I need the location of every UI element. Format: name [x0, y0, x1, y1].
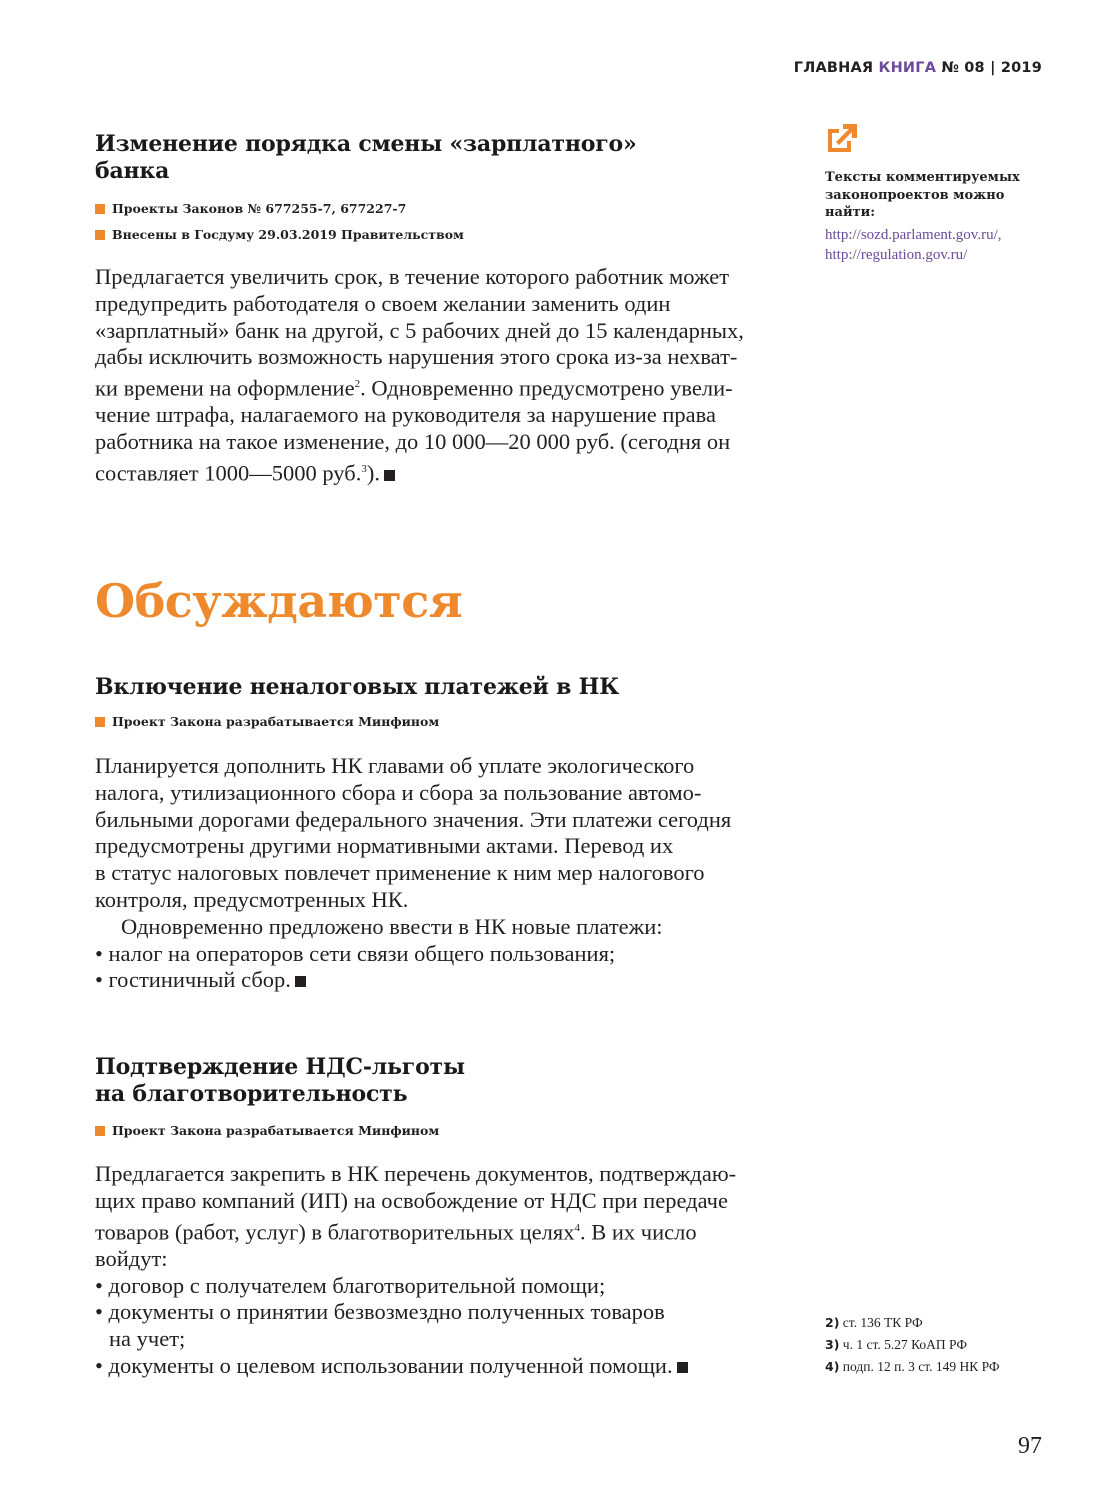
meta-status: Проект Закона разрабатывается Минфином: [95, 1120, 775, 1142]
body-line: Предлагается увеличить срок, в течение которого работник может: [95, 264, 730, 289]
footnote: 2) ст. 136 ТК РФ: [825, 1315, 923, 1330]
external-link-icon: [825, 121, 859, 155]
article-body: [95, 1161, 775, 1380]
end-mark-icon: [677, 1362, 688, 1373]
body-line: составляет 1000—5000 руб.$^3$).: [95, 456, 775, 487]
body-line: «зарплатный» банк на другой, с 5 рабочих дней до 15 календарных,: [95, 317, 744, 343]
body-line: Планируется дополнить НК главами об уплате экологического: [95, 753, 695, 778]
body-line: предусмотрены другими нормативными актами. Перевод их: [95, 833, 674, 859]
body-line: войдут:: [95, 1245, 168, 1271]
article-body: [95, 753, 775, 994]
running-header: [794, 60, 1042, 76]
body-line: налога, утилизационного сбора и сбора за пользование автомо-: [95, 779, 702, 805]
footnote: 4) подп. 12 п. 3 ст. 149 НК РФ: [825, 1359, 1000, 1374]
body-line: Одновременно предложено ввести в НК новые платежи:: [121, 913, 663, 939]
meta-submitted: Внесены в Госдуму 29.03.2019 Правительством: [95, 224, 775, 246]
meta-bills: Проекты Законов № 677255-7, 677227-7: [95, 198, 775, 220]
list-item: • документы о целевом использовании полученной помощи.: [95, 1353, 775, 1380]
body-line: бильными дорогами федерального значения. Эти платежи сегодня: [95, 806, 732, 832]
brand-main: ГЛАВНАЯ: [793, 60, 874, 76]
footnote-ref: 4: [574, 1221, 580, 1234]
list-item: • документы о принятии безвозмездно полученных товаров: [95, 1299, 665, 1325]
body-line: товаров (работ, услуг) в благотворительных целях$^4$. В их число: [95, 1219, 697, 1245]
list-item-continuation: на учет;: [109, 1326, 186, 1352]
bullet-square-icon: [95, 717, 105, 727]
footnotes: [825, 1312, 1055, 1378]
body-line: дабы исключить возможность нарушения этого срока из-за нехват-: [95, 344, 738, 370]
body-line: чение штрафа, налагаемого на руководителя за нарушение права: [95, 402, 716, 428]
article-salary-bank: [95, 131, 775, 487]
sidebar-links: [825, 121, 1055, 266]
link-regulation[interactable]: http://regulation.gov.ru/: [825, 247, 968, 263]
article-title: [95, 1054, 775, 1108]
title-line-1: Подтверждение НДС-льготы: [95, 1054, 465, 1080]
body-line: работника на такое изменение, до 10 000—20 000 руб. (сегодня он: [95, 429, 731, 455]
article-nontax-payments: [95, 674, 775, 994]
body-line: предупредить работодателя о своем желании заменить один: [95, 290, 671, 316]
issue-number: № 08 | 2019: [941, 60, 1042, 76]
body-line: Предлагается закрепить в НК перечень документов, подтверждаю-: [95, 1161, 737, 1186]
section-heading: Обсуждаются: [95, 574, 463, 628]
footnote-ref: 3: [361, 463, 367, 476]
list-item: • налог на операторов сети связи общего пользования;: [95, 940, 616, 966]
end-mark-icon: [295, 976, 306, 987]
list-item: • гостиничный сбор.: [95, 967, 775, 994]
page-number: 97: [1018, 1433, 1042, 1459]
link-sozd[interactable]: http://sozd.parlament.gov.ru/,: [825, 226, 1002, 243]
meta-status: Проект Закона разрабатывается Минфином: [95, 711, 775, 733]
title-line-2: банка: [95, 158, 170, 184]
article-title: [95, 131, 775, 185]
body-line: ки времени на оформление$^2$. Одновременно предусмотрено увели-: [95, 375, 733, 401]
end-mark-icon: [384, 470, 395, 481]
title-line-2: на благотворительность: [95, 1081, 408, 1107]
article-body: [95, 264, 775, 487]
body-line: контроля, предусмотренных НК.: [95, 886, 409, 912]
sidebar-label: Тексты комментируемых законопроектов можно найти:: [825, 170, 1020, 220]
bullet-square-icon: [95, 230, 105, 240]
footnote-ref: 2: [354, 378, 361, 391]
list-item: • договор с получателем благотворительной помощи;: [95, 1272, 606, 1298]
bullet-square-icon: [95, 204, 105, 214]
body-line: в статус налоговых повлечет применение к ним мер налогового: [95, 860, 705, 886]
article-title: Включение неналоговых платежей в НК: [95, 674, 620, 700]
title-line-1: Изменение порядка смены «зарплатного»: [95, 131, 637, 157]
footnote: 3) ч. 1 ст. 5.27 КоАП РФ: [825, 1337, 967, 1352]
brand-book: КНИГА: [878, 60, 937, 76]
article-vat-charity: [95, 1054, 775, 1380]
bullet-square-icon: [95, 1126, 105, 1136]
body-line: щих право компаний (ИП) на освобождение от НДС при передаче: [95, 1187, 728, 1213]
